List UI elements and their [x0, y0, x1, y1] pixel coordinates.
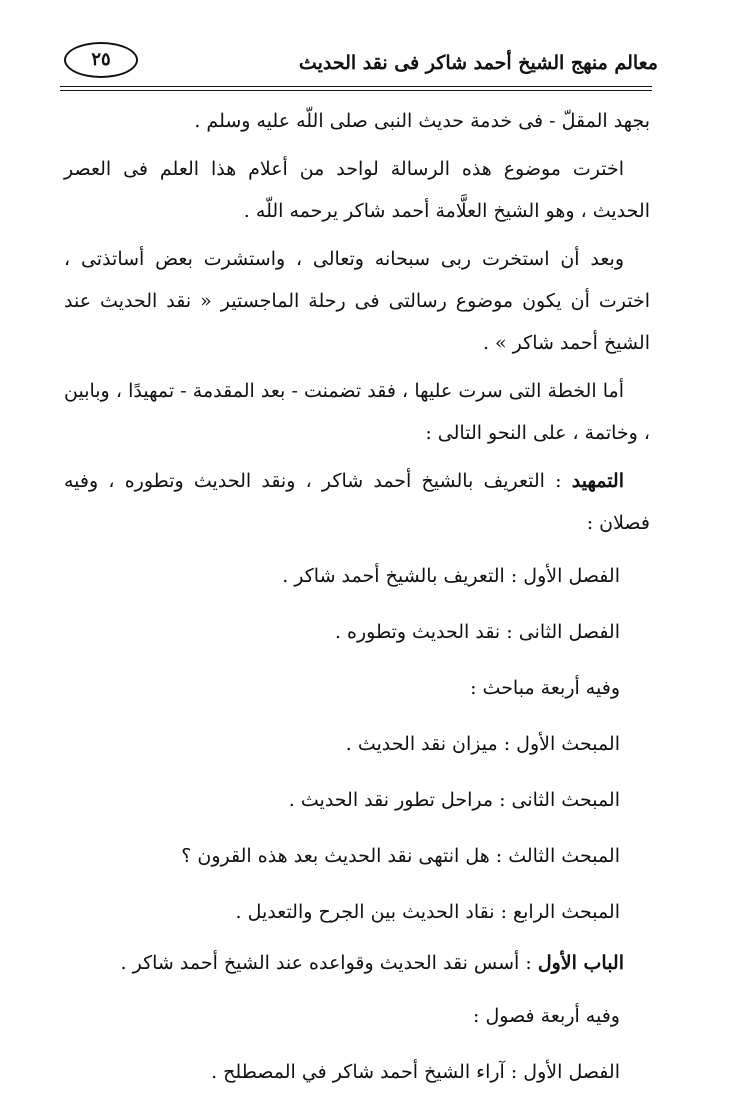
paragraph-2: اخترت موضوع هذه الرسالة لواحد من أعلام هذا العلم فى العصر الحديث ، وهو الشيخ العلَّامة أحمد شاكر يرحمه اللّه . [64, 158, 650, 222]
paragraph-4: أما الخطة التى سرت عليها ، فقد تضمنت - بعد المقدمة - تمهيدًا ، وبابين ، وخاتمة ، على النحو التالى : [64, 380, 650, 444]
outline-mabhath-2: المبحث الثانى : مراحل تطور نقد الحديث . [288, 789, 620, 811]
outline-mabhath-4: المبحث الرابع : نقاد الحديث بين الجرح والتعديل . [235, 901, 620, 923]
page-body [64, 100, 650, 1102]
bab1-label: الباب الأول [537, 952, 624, 974]
running-title: معالم منهج الشيخ أحمد شاكر فى نقد الحديث [298, 52, 658, 74]
tamheed-label: التمهيد [571, 470, 624, 492]
bab1-text: : أسس نقد الحديث وقواعده عند الشيخ أحمد شاكر . [120, 952, 538, 974]
tamheed-paragraph [64, 460, 650, 544]
page-number-badge: ٢٥ [64, 42, 138, 78]
header-rule-bottom [60, 90, 652, 91]
header-rule-top [60, 86, 652, 87]
outline-mabhath-1: المبحث الأول : ميزان نقد الحديث . [345, 733, 620, 755]
outline-mabahith-intro: وفيه أربعة مباحث : [470, 677, 620, 699]
outline-mabhath-3: المبحث الثالث : هل انتهى نقد الحديث بعد هذه القرون ؟ [181, 845, 620, 867]
outline-fasl-1: الفصل الأول : التعريف بالشيخ أحمد شاكر . [282, 565, 620, 587]
page-header [58, 40, 658, 84]
tamheed-text: : التعريف بالشيخ أحمد شاكر ، ونقد الحديث وتطوره ، وفيه فصلان : [64, 470, 650, 534]
outline-fasl-2: الفصل الثانى : نقد الحديث وتطوره . [334, 621, 620, 643]
bab1-paragraph [64, 942, 650, 984]
paragraph-1: بجهد المقلّ - فى خدمة حديث النبى صلى اللّه عليه وسلم . [194, 110, 650, 132]
outline-bab1-fasl-1: الفصل الأول : آراء الشيخ أحمد شاكر في المصطلح . [211, 1061, 620, 1083]
outline-fusool-intro: وفيه أربعة فصول : [473, 1005, 620, 1027]
paragraph-3: وبعد أن استخرت ربى سبحانه وتعالى ، واستشرت بعض أساتذتى ، اخترت أن يكون موضوع رسالتى فى رحلة الماجستير « نقد الحديث عند الشيخ أحمد شاكر » . [64, 248, 650, 354]
